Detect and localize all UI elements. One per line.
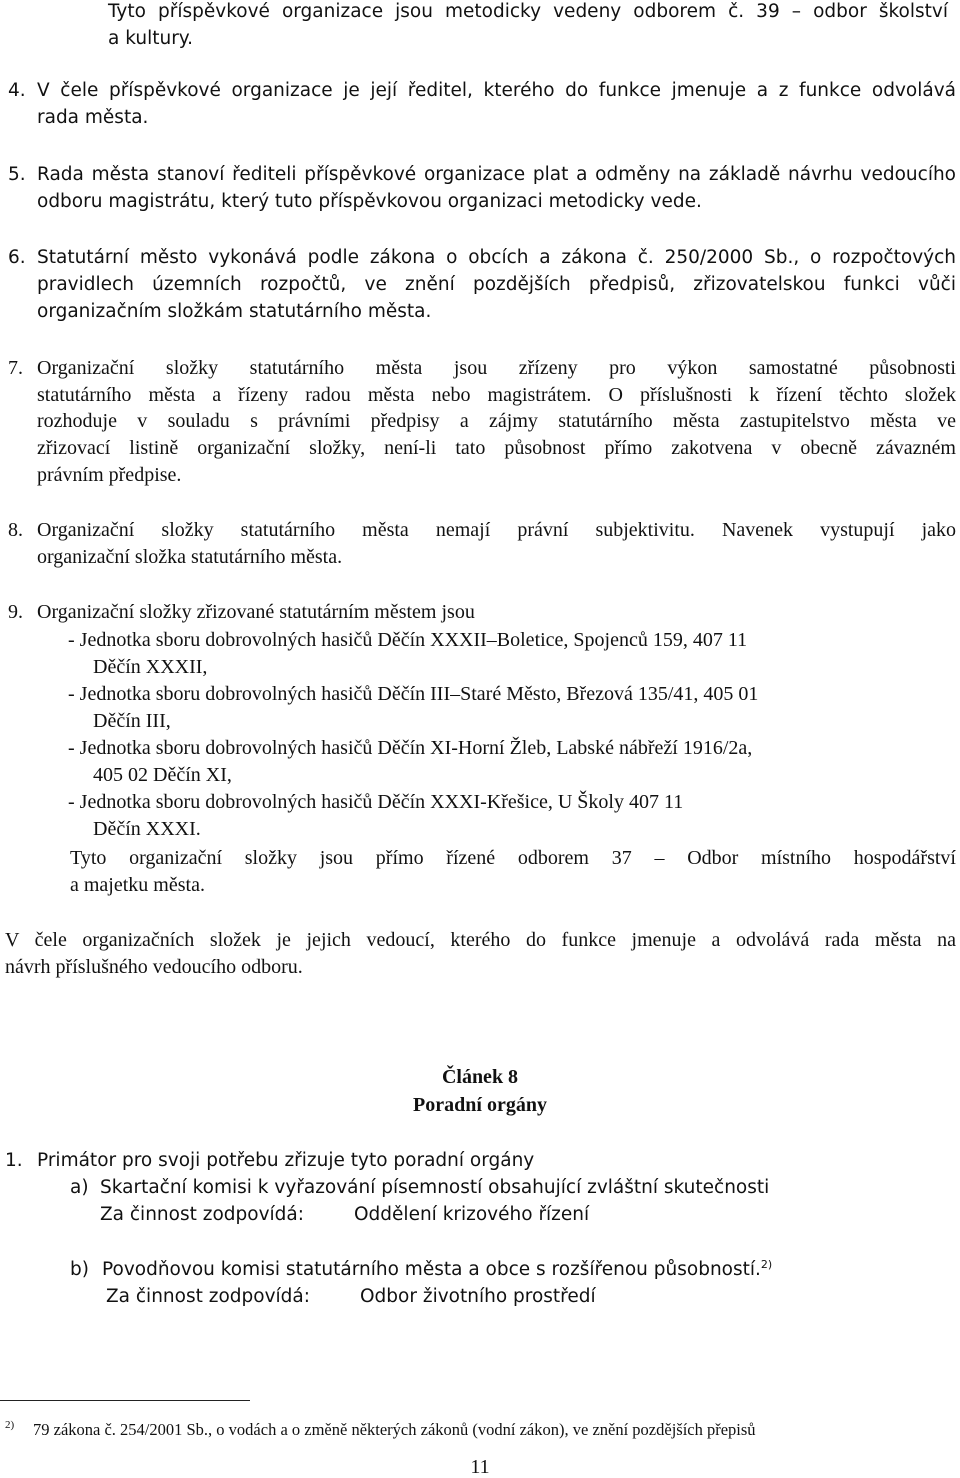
item-5-number: 5. [8, 164, 26, 185]
heads-line-2: návrh příslušného vedoucího odboru. [5, 956, 303, 978]
item-4-number: 4. [8, 80, 26, 101]
item-6-line-3: organizačním složkám statutárního města. [37, 301, 432, 322]
footnote-mark: 2) [5, 1419, 15, 1431]
item-7-line-5: právním předpise. [37, 464, 182, 486]
unit-1-line-1: - Jednotka sboru dobrovolných hasičů Děčín XXXII–Boletice, Spojenců 159, 407 11 [68, 629, 748, 651]
advisory-b-responsibility-value: Odbor životního prostředí [360, 1286, 596, 1307]
item-4-line-2: rada města. [37, 107, 149, 128]
item-7-line-1: Organizační složky statutárního města jsou zřízeny pro výkon samostatné působnosti [37, 357, 956, 379]
item-4-line-1: V čele příspěvkové organizace je její ředitel, kterého do funkce jmenuje a z funkce odvolává [37, 80, 956, 101]
item-5-line-1: Rada města stanoví řediteli příspěvkové organizace plat a odměny na základě návrhu vedoucího [37, 164, 956, 185]
unit-1-line-2: Děčín XXXII, [93, 656, 208, 678]
unit-4-line-1: - Jednotka sboru dobrovolných hasičů Děčín XXXI-Křešice, U Školy 407 11 [68, 791, 684, 813]
unit-4-line-2: Děčín XXXI. [93, 818, 201, 840]
item-6-line-2: pravidlech územních rozpočtů, ve znění pozdějších předpisů, zřizovatelskou funkci vůči [37, 274, 956, 295]
advisory-b-text-wrap [102, 1256, 772, 1283]
advisory-a-responsibility-value: Oddělení krizového řízení [354, 1204, 590, 1225]
advisory-a-label: a) [70, 1177, 89, 1198]
item-7-line-4: zřizovací listině organizační složky, není-li tato působnost přímo zakotvena v obecně závazném [37, 437, 956, 459]
advisory-intro: Primátor pro svoji potřebu zřizuje tyto poradní orgány [37, 1150, 535, 1171]
item-8-line-1: Organizační složky statutárního města nemají právní subjektivitu. Navenek vystupují jako [37, 519, 956, 541]
item-9-line-1: Organizační složky zřizované statutárním městem jsou [37, 601, 475, 623]
item-9-number: 9. [8, 601, 23, 623]
article-title: Článek 8 [441, 1066, 519, 1088]
unit-2-line-2: Děčín III, [93, 710, 171, 732]
unit-3-line-2: 405 02 Děčín XI, [93, 764, 232, 786]
item-7-line-2: statutárního města a řízeny radou města nebo magistrátem. O příslušnosti k řízení těchto složek [37, 384, 956, 406]
item-8-line-2: organizační složka statutárního města. [37, 546, 343, 568]
item-9-managed-line-2: a majetku města. [70, 874, 205, 896]
item-7-line-3: rozhoduje v souladu s právními předpisy a zájmy statutárního města zastupitelstvo města ve [37, 410, 956, 432]
item-8-number: 8. [8, 519, 23, 541]
article-subtitle: Poradní orgány [413, 1094, 547, 1116]
item-6-line-1: Statutární město vykonává podle zákona o obcích a zákona č. 250/2000 Sb., o rozpočtových [37, 247, 956, 268]
item-5-line-2: odboru magistrátu, který tuto příspěvkovou organizaci metodicky vede. [37, 191, 702, 212]
unit-3-line-1: - Jednotka sboru dobrovolných hasičů Děčín XI-Horní Žleb, Labské nábřeží 1916/2a, [68, 737, 753, 759]
intro-line-1: Tyto příspěvkové organizace jsou metodicky vedeny odborem č. 39 – odbor školství [108, 1, 948, 22]
item-7-number: 7. [8, 357, 23, 379]
item-9-managed-line-1: Tyto organizační složky jsou přímo řízené odborem 37 – Odbor místního hospodářství [70, 847, 956, 869]
footnote-text: 79 zákona č. 254/2001 Sb., o vodách a o změně některých zákonů (vodní zákon), ve znění pozdějších přepisů [33, 1420, 756, 1439]
advisory-b-responsibility-label: Za činnost zodpovídá: [106, 1286, 310, 1307]
footnote-separator [0, 1400, 250, 1401]
heads-line-1: V čele organizačních složek je jejich vedoucí, kterého do funkce jmenuje a odvolává rada města na [5, 929, 956, 951]
advisory-a-responsibility-label: Za činnost zodpovídá: [100, 1204, 304, 1225]
item-6-number: 6. [8, 247, 26, 268]
advisory-a-text: Skartační komisi k vyřazování písemností obsahující zvláštní skutečnosti [100, 1177, 770, 1198]
advisory-b-text: Povodňovou komisi statutárního města a obce s rozšířenou působností. [102, 1259, 761, 1280]
footnote-reference: 2) [760, 1258, 773, 1271]
intro-line-2: a kultury. [108, 28, 194, 49]
page-number: 11 [470, 1456, 490, 1478]
unit-2-line-1: - Jednotka sboru dobrovolných hasičů Děčín III–Staré Město, Březová 135/41, 405 01 [68, 683, 759, 705]
advisory-number: 1. [5, 1150, 23, 1171]
advisory-b-label: b) [70, 1259, 89, 1280]
